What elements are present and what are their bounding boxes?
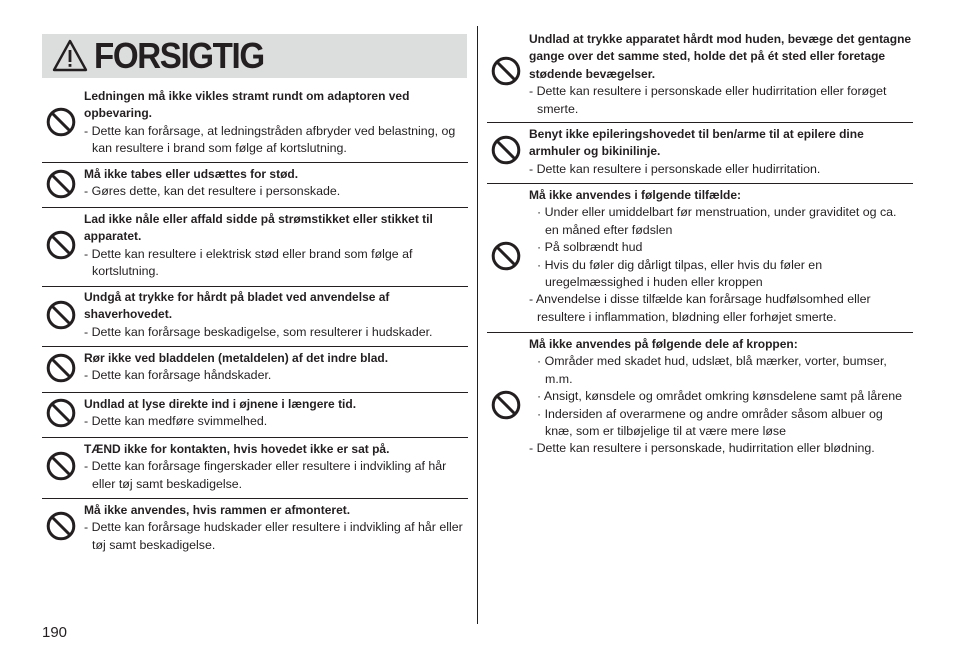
caution-item (487, 184, 913, 333)
prohibition-circle-icon (46, 398, 76, 428)
caution-item (487, 333, 913, 483)
item-text: - Dette kan forårsage, at ledningstråden afbryder ved belastning, og kan resultere i brand som følge af kortslutning. (84, 123, 456, 156)
item-title: Ledningen må ikke vikles stramt rundt om adaptoren ved opbevaring. (84, 89, 410, 121)
caution-item (42, 393, 468, 438)
item-title: Lad ikke nåle eller affald sidde på strømstikket eller stikket til apparatet. (84, 212, 433, 244)
prohibition-circle-icon (491, 56, 521, 86)
item-subpoint: · Områder med skadet hud, udslæt, blå mærker, vorter, bumser, m.m. (537, 354, 887, 386)
item-title: Undlad at lyse direkte ind i øjnene i længere tid. (84, 397, 357, 411)
item-subpoint: · Ansigt, kønsdele og området omkring kønsdelene samt på lårene (537, 389, 903, 404)
prohibition-circle-icon (46, 511, 76, 541)
item-text: - Dette kan forårsage fingerskader eller resultere i indvikling af hår eller tøj samt beskadigelse. (84, 459, 447, 491)
caution-item (42, 84, 468, 163)
item-title: Må ikke tabes eller udsættes for stød. (84, 167, 299, 181)
column-divider (477, 26, 478, 624)
item-text: - Dette kan resultere i personskade, hudirritation eller blødning. (529, 441, 875, 456)
item-subpoint: · På solbrændt hud (537, 240, 643, 255)
item-title: Undlad at trykke apparatet hårdt mod huden, bevæge det gentagne gange over det samme sted, holde det på ét sted eller foretage stødende bevægelser. (529, 32, 912, 81)
item-subpoint: · Indersiden af overarmene og andre områder såsom albuer og knæ, som er tilbøjelige til at være mere løse (537, 406, 883, 439)
item-text: - Dette kan medføre svimmelhed. (84, 414, 268, 429)
caution-item (42, 163, 468, 208)
caution-header (42, 34, 467, 78)
caution-item (42, 438, 468, 499)
item-title: Må ikke anvendes på følgende dele af kroppen: (529, 337, 798, 351)
item-subpoint: · Under eller umiddelbart før menstruation, under graviditet og ca. en måned efter fødslen (537, 205, 897, 237)
prohibition-circle-icon (491, 135, 521, 165)
page-title: FORSIGTIG (94, 35, 264, 76)
item-text: - Dette kan resultere i personskade eller hudirritation. (529, 161, 821, 176)
item-text: - Dette kan forårsage håndskader. (84, 368, 272, 383)
caution-item (42, 499, 468, 559)
prohibition-circle-icon (491, 241, 521, 271)
caution-item (487, 123, 913, 184)
item-text: - Dette kan resultere i elektrisk stød eller brand som følge af kortslutning. (84, 246, 413, 279)
caution-item (42, 287, 468, 347)
item-text: - Anvendelse i disse tilfælde kan forårsage hudfølsomhed eller resultere i inflammation, blødning eller forhøjet smerte. (529, 292, 871, 324)
item-title: Må ikke anvendes, hvis rammen er afmonteret. (84, 503, 351, 517)
item-text: - Dette kan forårsage hudskader eller resultere i indvikling af hår eller tøj samt beskadigelse. (84, 520, 463, 552)
item-text: - Dette kan forårsage beskadigelse, som resulterer i hudskader. (84, 324, 433, 339)
item-text: - Dette kan resultere i personskade eller hudirritation eller forøget smerte. (529, 84, 887, 116)
prohibition-circle-icon (46, 300, 76, 330)
caution-item (42, 347, 468, 393)
prohibition-circle-icon (46, 451, 76, 481)
item-text: - Gøres dette, kan det resultere i personskade. (84, 184, 341, 199)
prohibition-circle-icon (46, 353, 76, 383)
item-title: Benyt ikke epileringshovedet til ben/arme til at epilere dine armhuler og bikinilinje. (529, 127, 864, 159)
prohibition-circle-icon (46, 169, 76, 199)
item-title: Må ikke anvendes i følgende tilfælde: (529, 188, 742, 202)
item-subpoint: · Hvis du føler dig dårligt tilpas, eller hvis du føler en uregelmæssighed i huden eller kroppen (537, 257, 823, 290)
item-title: TÆND ikke for kontakten, hvis hovedet ikke er sat på. (84, 442, 390, 456)
prohibition-circle-icon (46, 230, 76, 260)
prohibition-circle-icon (46, 107, 76, 137)
item-title: Rør ikke ved bladdelen (metaldelen) af det indre blad. (84, 351, 389, 365)
item-title: Undgå at trykke for hårdt på bladet ved anvendelse af shaverhovedet. (84, 290, 390, 322)
prohibition-circle-icon (491, 390, 521, 420)
caution-item (487, 28, 913, 123)
warning-triangle-icon (52, 39, 88, 73)
caution-item (42, 208, 468, 287)
page-number: 190 (42, 624, 68, 641)
